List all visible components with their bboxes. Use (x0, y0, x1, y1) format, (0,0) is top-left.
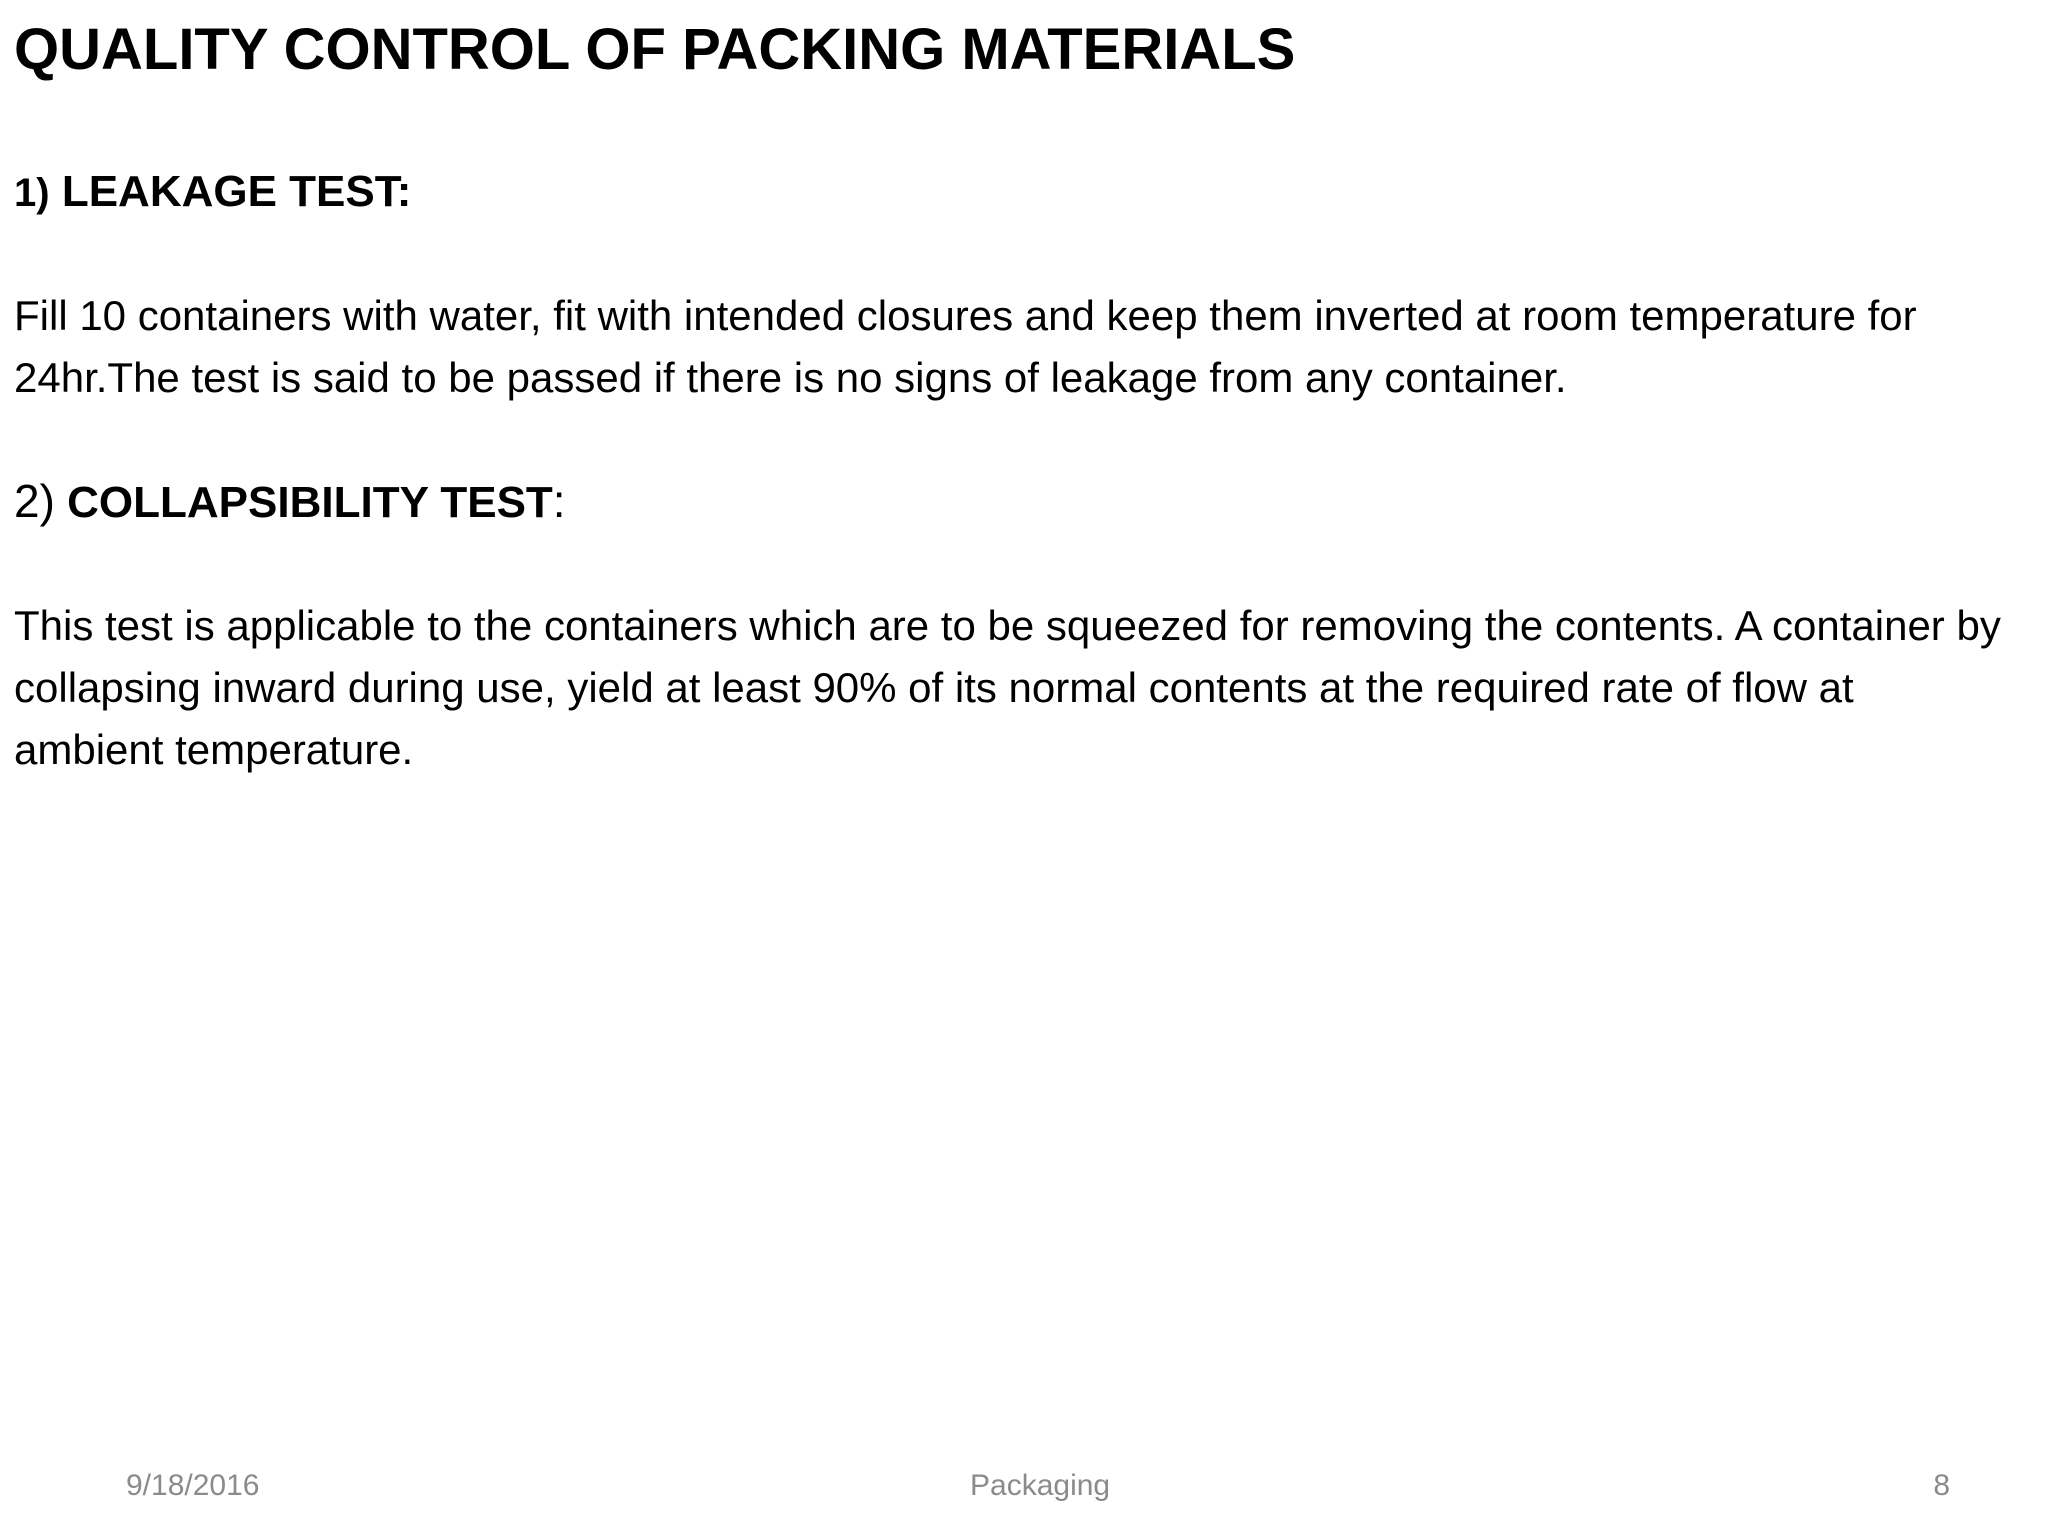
section-number: 1) (14, 171, 50, 215)
section-number: 2) (14, 475, 55, 527)
section-heading-leakage-test (14, 162, 2024, 223)
section-heading-colon: : (552, 475, 566, 527)
section-label: COLLAPSIBILITY TEST (67, 478, 553, 527)
section-label: LEAKAGE TEST: (61, 167, 412, 216)
footer-page-number: 8 (1933, 1469, 1950, 1502)
section-body-collapsibility-test: This test is applicable to the containers which are to be squeezed for removing the contents. A container by collapsing inward during use, yield at least 90% of its normal contents at the required rate of flow at ambient temperature. (14, 602, 2001, 773)
section-body-leakage-test: Fill 10 containers with water, fit with intended closures and keep them inverted at room temperature for 24hr.The test is said to be passed if there is no signs of leakage from any container. (14, 292, 1917, 401)
footer-date: 9/18/2016 (126, 1469, 260, 1502)
footer-title: Packaging (970, 1469, 1111, 1502)
slide-content (14, 150, 2024, 843)
slide-title: QUALITY CONTROL OF PACKING MATERIALS (14, 17, 1296, 82)
section-heading-collapsibility-test (14, 471, 2024, 533)
